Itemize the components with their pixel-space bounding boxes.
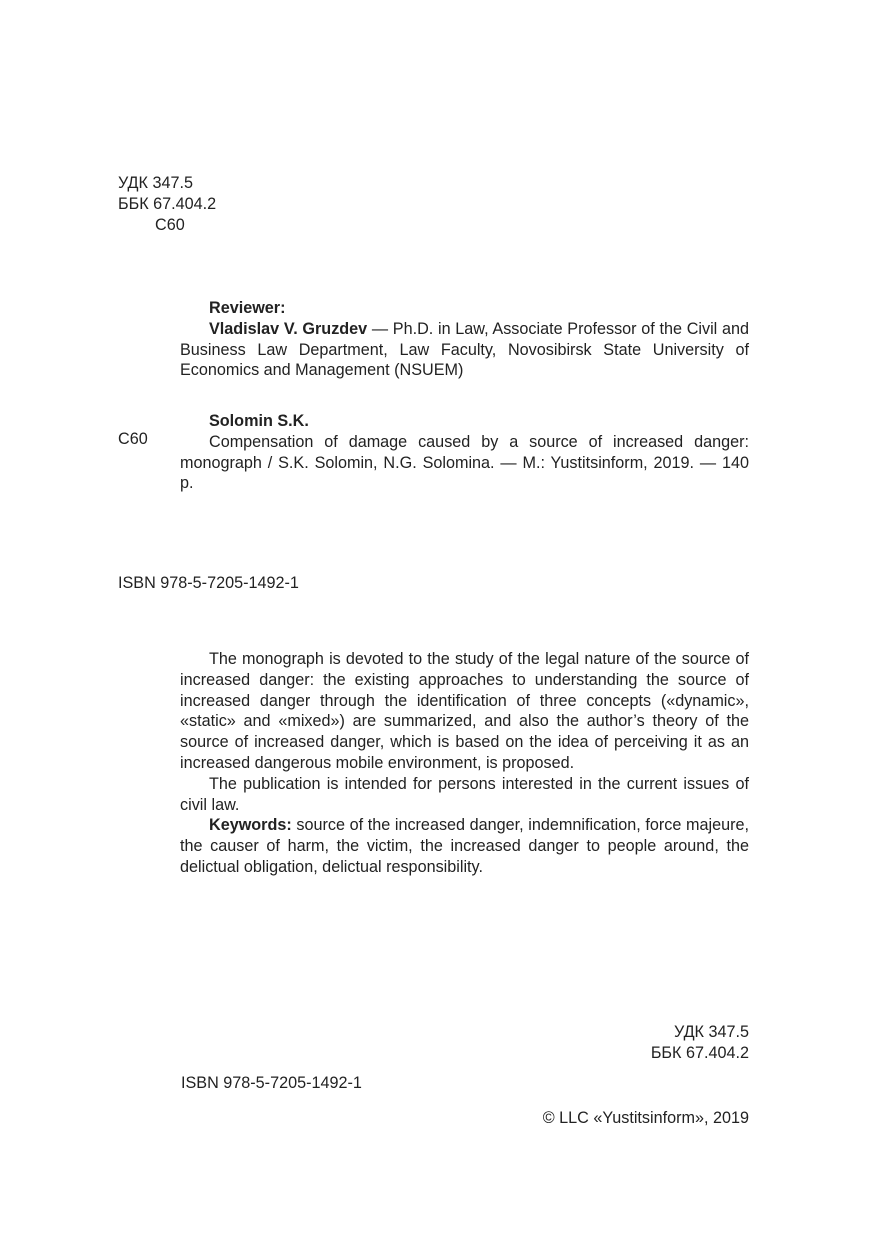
keywords-text: source of the increased danger, indemnification, force majeure, the causer of harm, the victim, the increased danger to people around, the delictual obligation, delictual responsibility. bbox=[180, 816, 749, 876]
bbk-code: ББК 67.404.2 bbox=[118, 194, 217, 213]
copyright: © LLC «Yustitsinform», 2019 bbox=[542, 1109, 749, 1127]
author-mark: С60 bbox=[155, 215, 185, 234]
footer-isbn: ISBN 978-5-7205-1492-1 bbox=[181, 1074, 362, 1092]
abstract bbox=[180, 649, 749, 878]
abstract-paragraph-1: The monograph is devoted to the study of the legal nature of the source of increased danger: the existing approaches to understanding the source of increased danger through the identification of three concepts («dynamic», «static» and «mixed») are summarized, and also the author’s theory of the source of increased danger, which is based on the idea of perceiving it as an increased dangerous mobile environment, is proposed. bbox=[180, 650, 749, 772]
catalog-side-mark: С60 bbox=[118, 430, 148, 448]
footer-bbk: ББК 67.404.2 bbox=[650, 1044, 749, 1062]
keywords-paragraph bbox=[180, 815, 749, 877]
reviewer-text bbox=[180, 319, 749, 381]
reviewer-heading: Reviewer: bbox=[209, 299, 286, 317]
catalog-entry bbox=[180, 411, 749, 494]
classification-codes bbox=[118, 173, 216, 235]
catalog-author: Solomin S.K. bbox=[209, 412, 309, 430]
reviewer-description: — Ph.D. in Law, Associate Professor of the Civil and Business Law Department, Law Faculty, Novosibirsk State University of Economics and Management (NSUEM) bbox=[180, 319, 749, 380]
udk-code: УДК 347.5 bbox=[118, 174, 193, 192]
reviewer-name: Vladislav V. Gruzdev bbox=[209, 319, 368, 338]
reviewer-block bbox=[180, 298, 749, 381]
isbn-top: ISBN 978-5-7205-1492-1 bbox=[118, 574, 299, 592]
catalog-description: Compensation of damage caused by a source of increased danger: monograph / S.K. Solomin, N.G. Solomina. — M.: Yustitsinform, 2019. — 140 p. bbox=[180, 432, 749, 493]
abstract-paragraph-2: The publication is intended for persons interested in the current issues of civil law. bbox=[180, 774, 749, 814]
footer-udk: УДК 347.5 bbox=[674, 1023, 749, 1041]
keywords-label: Keywords: bbox=[209, 816, 292, 835]
